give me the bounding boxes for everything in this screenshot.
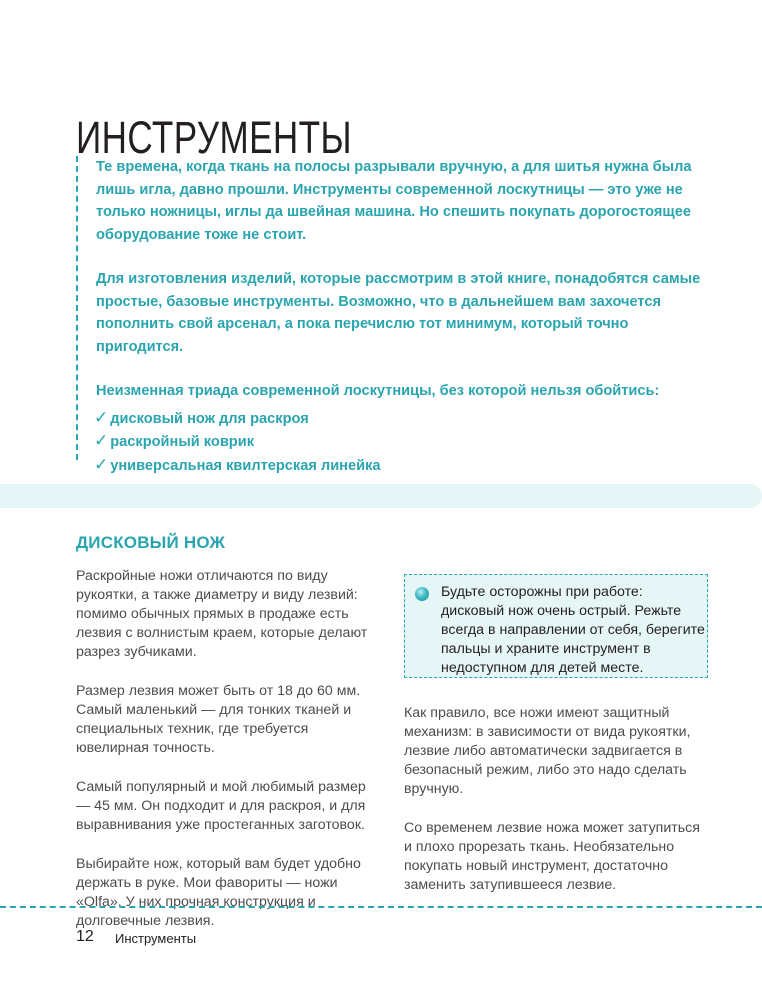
- list-item-text: раскройный коврик: [110, 434, 254, 450]
- footer-divider: [0, 906, 762, 908]
- checkmark-icon: ✓: [94, 407, 109, 427]
- list-item: [94, 454, 718, 478]
- checkmark-icon: ✓: [94, 431, 109, 450]
- list-item: [94, 430, 718, 454]
- list-item-text: универсальная квилтерская линейка: [110, 457, 381, 474]
- section-divider-band: [0, 484, 762, 508]
- body-paragraph: Со временем лезвие ножа может затупиться и плохо прорезать ткань. Необязательно покупать новый инструмент, достаточно заменить затупившееся лезвие.: [404, 820, 700, 893]
- page-number: 12: [76, 928, 94, 945]
- left-column: [76, 567, 376, 951]
- running-head: Инструменты: [115, 931, 197, 946]
- warning-text: Будьте осторожны при работе: дисковый нож очень острый. Режьте всегда в направлении от себя, берегите пальцы и храните инструмент в недоступном для детей месте.: [441, 584, 705, 676]
- intro-block: [76, 156, 718, 474]
- intro-paragraph: Те времена, когда ткань на полосы разрывали вручную, а для шитья нужна была лишь игла, давно прошли. Инструменты современной лоскутницы — это уже не только ножницы, иглы да швейная машина. Но спешить покупать дорогостоящее оборудование тоже не стоит.: [96, 159, 692, 243]
- intro-paragraph: Для изготовления изделий, которые рассмотрим в этой книге, понадобятся самые простые, базовые инструменты. Возможно, что в дальнейшем вам захочется пополнить свой арсенал, а пока перечислю тот минимум, который точно пригодится.: [96, 271, 701, 355]
- body-paragraph: Раскройные ножи отличаются по виду рукоятки, а также диаметру и виду лезвий: помимо обычных прямых в продаже есть лезвия с волнистым краем, которые делают разрез зубчиками.: [76, 568, 368, 660]
- list-lead: Неизменная триада современной лоскутницы, без которой нельзя обойтись:: [96, 383, 660, 399]
- list-item-text: дисковый нож для раскроя: [110, 410, 309, 427]
- tools-list: [94, 407, 718, 478]
- right-column: [404, 704, 710, 915]
- page-title: ИНСТРУМЕНТЫ: [76, 112, 352, 164]
- body-paragraph: Выбирайте нож, который вам будет удобно держать в руке. Мои фавориты — ножи «Olfa». У них прочная конструкция и долговечные лезвия.: [76, 856, 361, 929]
- list-item: [94, 407, 718, 431]
- bullet-dot-icon: [415, 587, 429, 601]
- body-paragraph: Самый популярный и мой любимый размер — 45 мм. Он подходит и для раскроя, и для выравнивания уже простеганных заготовок.: [76, 779, 366, 833]
- body-paragraph: Как правило, все ножи имеют защитный механизм: в зависимости от вида рукоятки, лезвие либо автоматически задвигается в безопасный режим, либо это надо сделать вручную.: [404, 705, 691, 797]
- warning-callout: [404, 574, 708, 678]
- body-paragraph: Размер лезвия может быть от 18 до 60 мм. Самый маленький — для тонких тканей и специальных техник, где требуется ювелирная точность.: [76, 683, 361, 756]
- section-heading: ДИСКОВЫЙ НОЖ: [76, 533, 226, 552]
- checkmark-icon: ✓: [94, 454, 109, 474]
